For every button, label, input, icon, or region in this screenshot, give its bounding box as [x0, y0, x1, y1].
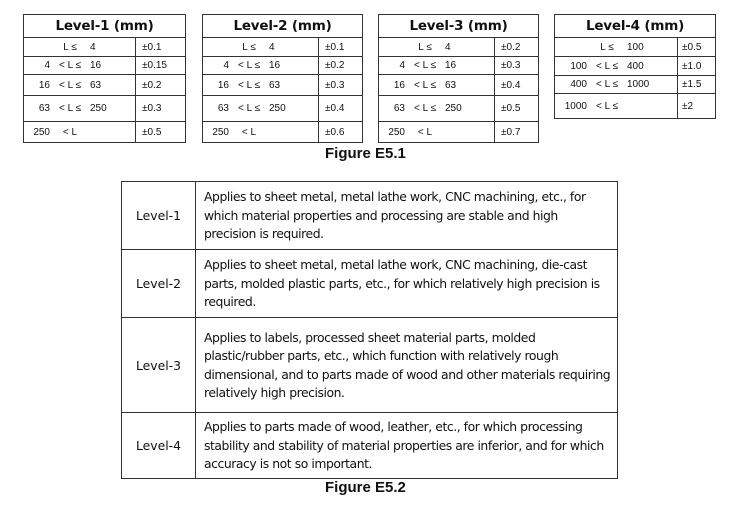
table-row: [203, 57, 363, 75]
range-upper: 100: [627, 41, 644, 53]
tolerance-table-level-2: [202, 14, 363, 143]
range-operator: L ≤: [600, 41, 614, 53]
tolerance-value: ±0.7: [495, 122, 539, 143]
range-operator: < L ≤: [237, 103, 261, 114]
tolerance-value: ±0.5: [136, 122, 186, 143]
level-label: Level-4: [122, 413, 196, 479]
table-title: Level-4 (mm): [555, 15, 716, 38]
range-lower: 16: [217, 79, 229, 91]
table-row: [555, 76, 716, 94]
tolerance-value: ±0.4: [495, 75, 539, 96]
range-operator: < L: [241, 126, 257, 138]
range-lower: 100: [570, 60, 587, 72]
range-operator: L ≤: [242, 41, 256, 53]
range-lower: 16: [393, 79, 405, 91]
table-row: [122, 182, 618, 250]
tolerance-value: ±0.6: [319, 122, 363, 143]
range-upper: 4: [445, 41, 451, 53]
tolerance-value: ±1.0: [678, 57, 716, 76]
table-row: [379, 75, 539, 96]
table-row: [555, 57, 716, 76]
range-operator: < L ≤: [58, 60, 82, 71]
tolerance-value: ±0.1: [319, 38, 363, 57]
range-operator: < L ≤: [58, 103, 82, 114]
table-row: [555, 38, 716, 57]
table-row: [203, 122, 363, 143]
range-upper: 63: [445, 79, 457, 91]
range-operator: < L ≤: [595, 79, 619, 90]
table-row: [122, 318, 618, 413]
level-label: Level-3: [122, 318, 196, 413]
tolerance-value: ±0.4: [319, 96, 363, 122]
range-upper: 63: [269, 79, 281, 91]
range-upper: 400: [627, 60, 644, 72]
table-row: [24, 57, 186, 75]
range-lower: 250: [33, 126, 50, 138]
range-upper: 16: [269, 60, 281, 71]
figure-caption-e5-2: Figure E5.2: [325, 479, 406, 496]
range-lower: 400: [570, 79, 587, 90]
range-operator: < L ≤: [595, 60, 619, 72]
table-row: [555, 94, 716, 119]
tolerance-value: ±0.15: [136, 57, 186, 75]
range-upper: 4: [269, 41, 275, 53]
range-lower: 4: [399, 60, 405, 71]
range-upper: 250: [90, 103, 107, 114]
range-upper: 250: [269, 103, 286, 114]
tolerance-value: ±0.3: [495, 57, 539, 75]
figure-caption-e5-1: Figure E5.1: [325, 145, 406, 162]
tolerance-value: ±0.2: [319, 57, 363, 75]
range-lower: 4: [44, 60, 50, 71]
tolerance-table-level-4: [554, 14, 716, 119]
range-upper: 16: [445, 60, 457, 71]
range-lower: 250: [212, 126, 229, 138]
range-operator: < L ≤: [413, 79, 437, 91]
tolerance-value: ±0.2: [136, 75, 186, 96]
table-row: [122, 250, 618, 318]
table-row: [203, 38, 363, 57]
range-operator: L ≤: [63, 41, 77, 53]
table-row: [122, 413, 618, 479]
range-lower: 4: [223, 60, 229, 71]
tolerance-value: ±0.5: [678, 38, 716, 57]
level-description-table: [121, 181, 618, 479]
range-upper: 250: [445, 103, 462, 114]
range-lower: 63: [38, 103, 50, 114]
range-upper: 1000: [627, 79, 650, 90]
table-row: [379, 122, 539, 143]
range-operator: < L ≤: [595, 100, 619, 112]
table-title: Level-3 (mm): [379, 15, 539, 38]
range-lower: 63: [393, 103, 405, 114]
table-row: [24, 75, 186, 96]
tolerance-value: ±0.1: [136, 38, 186, 57]
table-title: Level-2 (mm): [203, 15, 363, 38]
tolerance-value: ±0.3: [136, 96, 186, 122]
table-row: [203, 96, 363, 122]
level-description: Applies to parts made of wood, leather, etc., for which processing stability and stability of material properties are inferior, and for which accuracy is not so important.: [196, 413, 618, 479]
range-operator: L ≤: [418, 41, 432, 53]
range-lower: 63: [217, 103, 229, 114]
range-operator: < L: [417, 126, 433, 138]
level-description: Applies to sheet metal, metal lathe work, CNC machining, etc., for which material properties and processing are stable and high precision is required.: [196, 182, 618, 250]
level-label: Level-2: [122, 250, 196, 318]
range-upper: 63: [90, 79, 102, 91]
range-lower: 1000: [564, 100, 587, 112]
table-row: [379, 57, 539, 75]
tolerance-table-level-1: [23, 14, 186, 143]
range-operator: < L ≤: [237, 79, 261, 91]
range-upper: 16: [90, 60, 102, 71]
range-upper: 4: [90, 41, 96, 53]
range-operator: < L: [62, 126, 78, 138]
tolerance-value: ±0.2: [495, 38, 539, 57]
table-row: [379, 96, 539, 122]
table-row: [24, 122, 186, 143]
range-lower: 16: [38, 79, 50, 91]
level-label: Level-1: [122, 182, 196, 250]
tolerance-value: ±0.5: [495, 96, 539, 122]
table-row: [24, 38, 186, 57]
tolerance-table-level-3: [378, 14, 539, 143]
range-operator: < L ≤: [413, 103, 437, 114]
tolerance-value: ±1.5: [678, 76, 716, 94]
range-lower: 250: [388, 126, 405, 138]
range-operator: < L ≤: [413, 60, 437, 71]
tolerance-value: ±0.3: [319, 75, 363, 96]
table-row: [24, 96, 186, 122]
table-row: [203, 75, 363, 96]
level-description: Applies to labels, processed sheet material parts, molded plastic/rubber parts, etc., which function with relatively rough dimensional, and to parts made of wood and other materials requiring relatively high precision.: [196, 318, 618, 413]
level-description: Applies to sheet metal, metal lathe work, CNC machining, die-cast parts, molded plastic parts, etc., for which relatively high precision is required.: [196, 250, 618, 318]
tolerance-value: ±2: [678, 94, 716, 119]
range-operator: < L ≤: [237, 60, 261, 71]
range-operator: < L ≤: [58, 79, 82, 91]
table-title: Level-1 (mm): [24, 15, 186, 38]
table-row: [379, 38, 539, 57]
